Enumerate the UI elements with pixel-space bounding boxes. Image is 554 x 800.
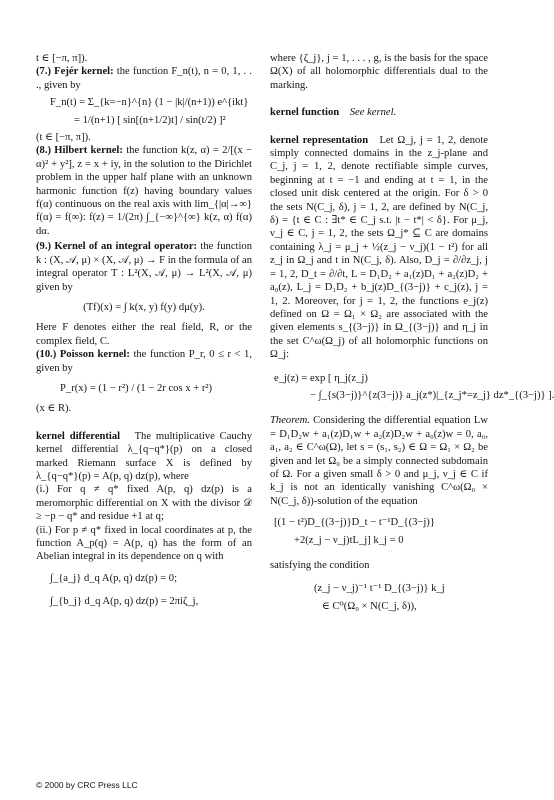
copyright-footer: © 2000 by CRC Press LLC <box>36 780 138 790</box>
fejer-equation-2: = 1/(n+1) [ sin[(n+1/2)t] / sin(t/2) ]² <box>74 114 226 126</box>
theorem-paragraph <box>270 414 488 508</box>
kernel-differential-item-i: (i.) For q ≠ q* fixed A(p, q) dz(p) is a meromorphic differential on X with the divisor 𝒟 ≥ −p − q* and residue +1 at q; <box>36 484 252 523</box>
hilbert-paragraph <box>36 144 252 238</box>
fejer-equation-1: F_n(t) = Σ_{k=−n}^{n} (1 − |k|/(n+1)) e^{ikt} <box>50 97 249 109</box>
hilbert-text: the function k(z, α) = 2/[(x − α)² + y²], z = x + iy, in the solution to the Dirichlet problem in the upper half plane with an unknown harmonic function f(z) having boundary values f(α) continuous on the real axis with lim_{|α|→∞} f(α) = f(∞): f(z) = 1/(2π) ∫_{−∞}^{∞} k(z, α) f(α) dα. <box>36 145 252 237</box>
theorem-text: Considering the differential equation Lw = D₁D₂w + a₁(z)D₁w + a₂(z)D₂w + a₀(z)w = 0, a₀, a₁, a₂ ∈ C^ω(Ω), let s = (s₁, s₂) ∈ Ω = Ω₁ × Ω₂ be given and let Ω₀ be a simply connected subdomain of Ω. For a given small δ > 0 and μ_j, ν_j ∈ C if k_j is not an identically vanishing C^ω(Ω₀ × N(C_j, δ))-solution of the equation <box>270 415 488 507</box>
fejer-paragraph <box>36 65 252 92</box>
hilbert-heading: (8.) Hilbert kernel: <box>36 145 123 157</box>
integral-heading: (9.) Kernel of an integral operator: <box>36 241 198 253</box>
kernel-representation-text: Let Ω_j, j = 1, 2, denote simply connected domains in the z_j-plane and C_j, j = 1, 2, denote rectifiable simple curves, beginning at t = −1 and ending at t = 1, in the closed unit disk centered at the origin. For δ > 0 the sets N(C_j, δ), j = 1, 2, are defined by N(C_j, δ) = {t ∈ C : ∃t* ∈ C_j s.t. |t − t*| < δ}. For μ_j, ν_j ∈ C, j = 1, 2, the sets Ω_j* ⊆ C are domains containing λ_j = μ_j + ½(z_j − ν_j)(1 − t²) for all z_j in Ω_j and t in N(C_j, δ). Also, D_j = ∂/∂z_j, j = 1, 2, D_t = ∂/∂t, L = D₁D₂ + a₁(z)D₁ + a₂(z)D₂ + a₀(z), L_j = D₁D₂ + b_j(z)D_{(3−j)} + c_j(z), j = 1, 2. Moreover, for j = 1, 2, the functions e_j(z) defined on Ω = Ω₁ × Ω₂ are associated with the given elements s_{(3−j)} in Ω_{(3−j)} and η_j in the set C^ω(Ω_j) of all holomorphic functions on Ω_j: <box>270 134 488 361</box>
kernel-differential-item-ii: (ii.) For p ≠ q* fixed in local coordinates at p, the function A_p(q) = A(p, q) has the form of an Abelian integral in its dependence on q with <box>36 524 252 563</box>
poisson-paragraph <box>36 348 252 375</box>
kernel-differential-equation-2: ∫_{b_j} d_q A(p, q) dz(p) = 2πiζ_j, <box>50 596 199 608</box>
kernel-representation-heading: kernel representation <box>270 134 369 146</box>
kernel-function-text: See kernel. <box>349 107 397 119</box>
condition-equation-1: (z_j − ν_j)⁻¹ t⁻¹ D_{(3−j)} k_j <box>314 583 445 595</box>
poisson-text: the function P_r, 0 ≤ r < 1, given by <box>36 349 252 374</box>
theorem-equation-2: +2(z_j − ν_j)tL_j] k_j = 0 <box>294 534 404 546</box>
spacer <box>270 120 488 134</box>
left-column <box>36 52 252 613</box>
fejer-heading: (7.) Fejér kernel: <box>36 66 114 78</box>
kernel-differential-text: The multiplicative Cauchy kernel differential λ_{q−q*}(p) on a closed marked Riemann surface X is defined by λ_{q−q*}(p) = A(p, q) dz(p), where <box>36 430 253 482</box>
kernel-differential-paragraph <box>36 430 252 484</box>
integral-equation: (Tf)(x) = ∫ k(x, y) f(y) dμ(y). <box>83 301 205 313</box>
kernel-function-paragraph <box>270 106 488 119</box>
text-line: t ∈ [−π, π]). <box>36 53 88 64</box>
integral-text: the function k : (X, 𝒜, μ) × (X, 𝒜, μ) → F in the formula of an integral operator T : L²(X, 𝒜, μ) → L²(X, 𝒜, μ) given by <box>36 241 252 293</box>
fejer-text: the function F_n(t), n = 0, 1, . . ., given by <box>36 66 252 91</box>
satisfy-text: satisfying the condition <box>270 560 370 571</box>
theorem-equation-1: [(1 − t²)D_{(3−j)}D_t − t⁻¹D_{(3−j)} <box>274 517 435 529</box>
text-line: where {ζ_j}, j = 1, . . . , g, is the basis for the space Ω(X) of all holomorphic differentials dual to the marking. <box>270 53 488 91</box>
integral-after: Here F denotes either the real field, R, or the complex field, C. <box>36 322 252 347</box>
poisson-equation: P_r(x) = (1 − r²) / (1 − 2r cos x + r²) <box>60 382 213 394</box>
condition-equation-2: ∈ C⁰(Ω₀ × N(C_j, δ)), <box>322 600 417 612</box>
kernel-representation-equation-2: − ∫_{s(3−j)}^{z(3−j)} a_j(z*)|_{z_j*=z_j} dz*_{(3−j)} ]. <box>310 389 554 401</box>
kernel-function-heading: kernel function <box>270 107 340 119</box>
fejer-range: (t ∈ [−π, π]). <box>36 132 91 144</box>
spacer <box>36 416 252 430</box>
integral-paragraph <box>36 240 252 294</box>
kernel-differential-heading: kernel differential <box>36 430 121 442</box>
kernel-representation-paragraph <box>270 134 488 362</box>
right-column <box>270 52 554 617</box>
spacer <box>270 92 488 106</box>
poisson-heading: (10.) Poisson kernel: <box>36 349 130 361</box>
theorem-heading: Theorem. <box>270 415 310 427</box>
poisson-range: (x ∈ R). <box>36 403 72 415</box>
kernel-differential-equation-1: ∫_{a_j} d_q A(p, q) dz(p) = 0; <box>50 572 178 584</box>
kernel-representation-equation-1: e_j(z) = exp [ η_j(z_j) <box>274 372 368 384</box>
